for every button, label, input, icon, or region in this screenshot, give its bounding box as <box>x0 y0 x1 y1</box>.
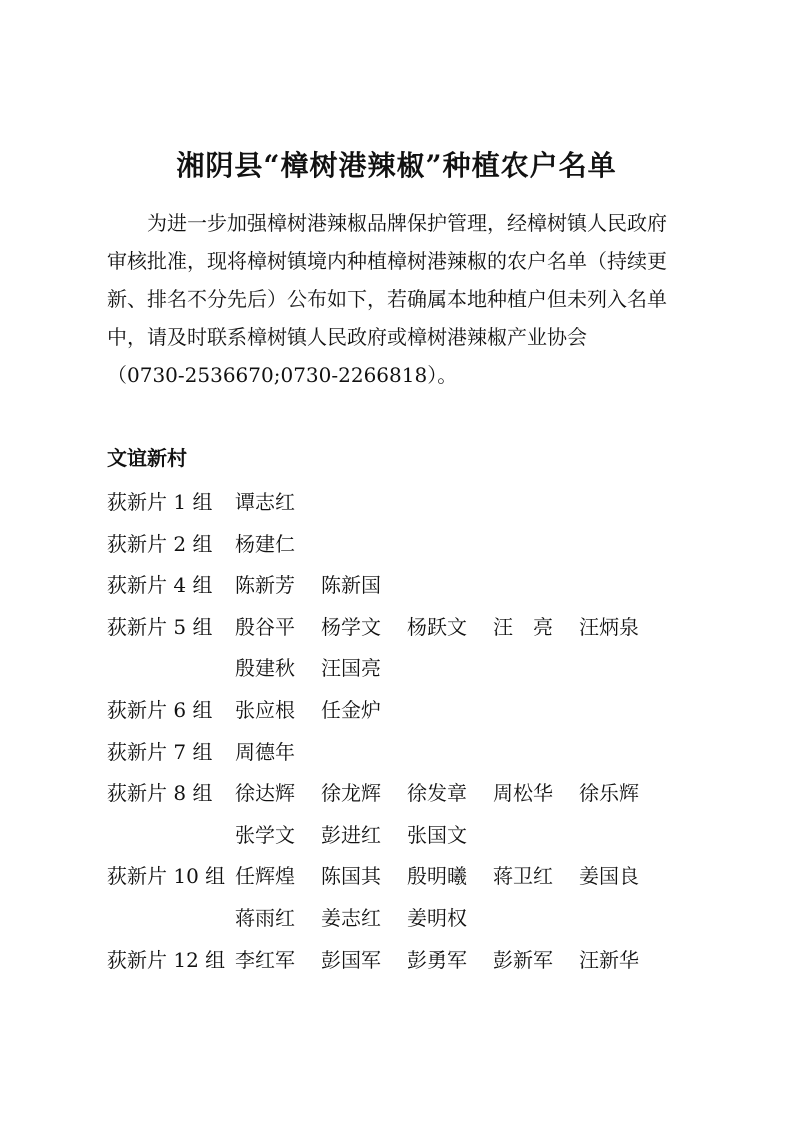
farmer-name: 殷明曦 <box>407 864 467 889</box>
group-label: 荻新片 2 组 <box>107 531 213 556</box>
farmer-name: 徐发章 <box>407 781 467 806</box>
group-label: 荻新片 7 组 <box>107 739 213 764</box>
group-label: 荻新片 12 组 <box>107 947 226 972</box>
farmer-name: 张国文 <box>407 822 467 847</box>
group-row <box>107 607 707 649</box>
intro-line: 审核批准，现将樟树镇境内种植樟树港辣椒的农户名单（持续更 <box>107 249 667 273</box>
village-heading: 文谊新村 <box>107 446 187 470</box>
farmer-name: 彭勇军 <box>407 947 467 972</box>
farmer-name: 任辉煌 <box>235 864 295 889</box>
farmer-name: 李红军 <box>235 947 295 972</box>
group-row <box>107 565 707 607</box>
group-row <box>107 690 707 732</box>
group-row <box>107 940 707 982</box>
intro-line: （0730-2536670;0730-2266818）。 <box>107 363 458 387</box>
farmer-name: 殷谷平 <box>235 614 295 639</box>
group-row <box>107 773 707 815</box>
intro-paragraph <box>107 204 697 394</box>
farmer-name: 汪新华 <box>579 947 639 972</box>
group-list <box>107 482 707 981</box>
farmer-name: 谭志红 <box>235 490 295 514</box>
group-row <box>107 482 707 524</box>
farmer-name: 徐乐辉 <box>579 781 639 806</box>
farmer-name: 殷建秋 <box>235 656 295 681</box>
group-label: 荻新片 10 组 <box>107 864 226 889</box>
farmer-name: 徐达辉 <box>235 781 295 806</box>
group-row <box>107 898 707 940</box>
farmer-name: 汪 亮 <box>493 614 553 639</box>
farmer-name: 张学文 <box>235 822 295 847</box>
farmer-name: 陈新国 <box>321 573 381 598</box>
intro-line: 中，请及时联系樟树镇人民政府或樟树港辣椒产业协会 <box>107 325 587 349</box>
farmer-name: 姜明权 <box>407 905 467 930</box>
farmer-name: 杨建仁 <box>235 531 295 556</box>
group-label: 荻新片 6 组 <box>107 697 213 722</box>
farmer-name: 姜国良 <box>579 864 639 889</box>
group-row <box>107 732 707 774</box>
farmer-name: 张应根 <box>235 697 295 722</box>
farmer-name: 汪炳泉 <box>579 614 639 639</box>
farmer-name: 杨学文 <box>321 614 381 639</box>
group-label: 荻新片 4 组 <box>107 573 213 598</box>
group-row <box>107 856 707 898</box>
farmer-name: 陈国其 <box>321 864 381 889</box>
intro-line: 新、排名不分先后）公布如下，若确属本地种植户但未列入名单 <box>107 287 667 311</box>
group-label: 荻新片 1 组 <box>107 490 213 514</box>
document-title: 湘阴县“樟树港辣椒”种植农户名单 <box>176 149 617 182</box>
intro-line: 为进一步加强樟树港辣椒品牌保护管理，经樟树镇人民政府 <box>147 211 667 235</box>
farmer-name: 陈新芳 <box>235 573 295 598</box>
farmer-name: 周德年 <box>235 739 295 764</box>
farmer-name: 任金炉 <box>321 697 381 722</box>
group-row <box>107 815 707 857</box>
farmer-name: 蒋雨红 <box>235 905 295 930</box>
farmer-name: 彭国军 <box>321 947 381 972</box>
farmer-name: 姜志红 <box>321 905 381 930</box>
farmer-name: 彭进红 <box>321 822 381 847</box>
group-label: 荻新片 5 组 <box>107 614 213 639</box>
farmer-name: 汪国亮 <box>321 656 381 681</box>
group-row <box>107 648 707 690</box>
farmer-name: 周松华 <box>493 781 553 806</box>
farmer-name: 蒋卫红 <box>493 864 553 889</box>
group-row <box>107 524 707 566</box>
group-label: 荻新片 8 组 <box>107 781 213 806</box>
farmer-name: 彭新军 <box>493 947 553 972</box>
farmer-name: 杨跃文 <box>407 614 467 639</box>
farmer-name: 徐龙辉 <box>321 781 381 806</box>
